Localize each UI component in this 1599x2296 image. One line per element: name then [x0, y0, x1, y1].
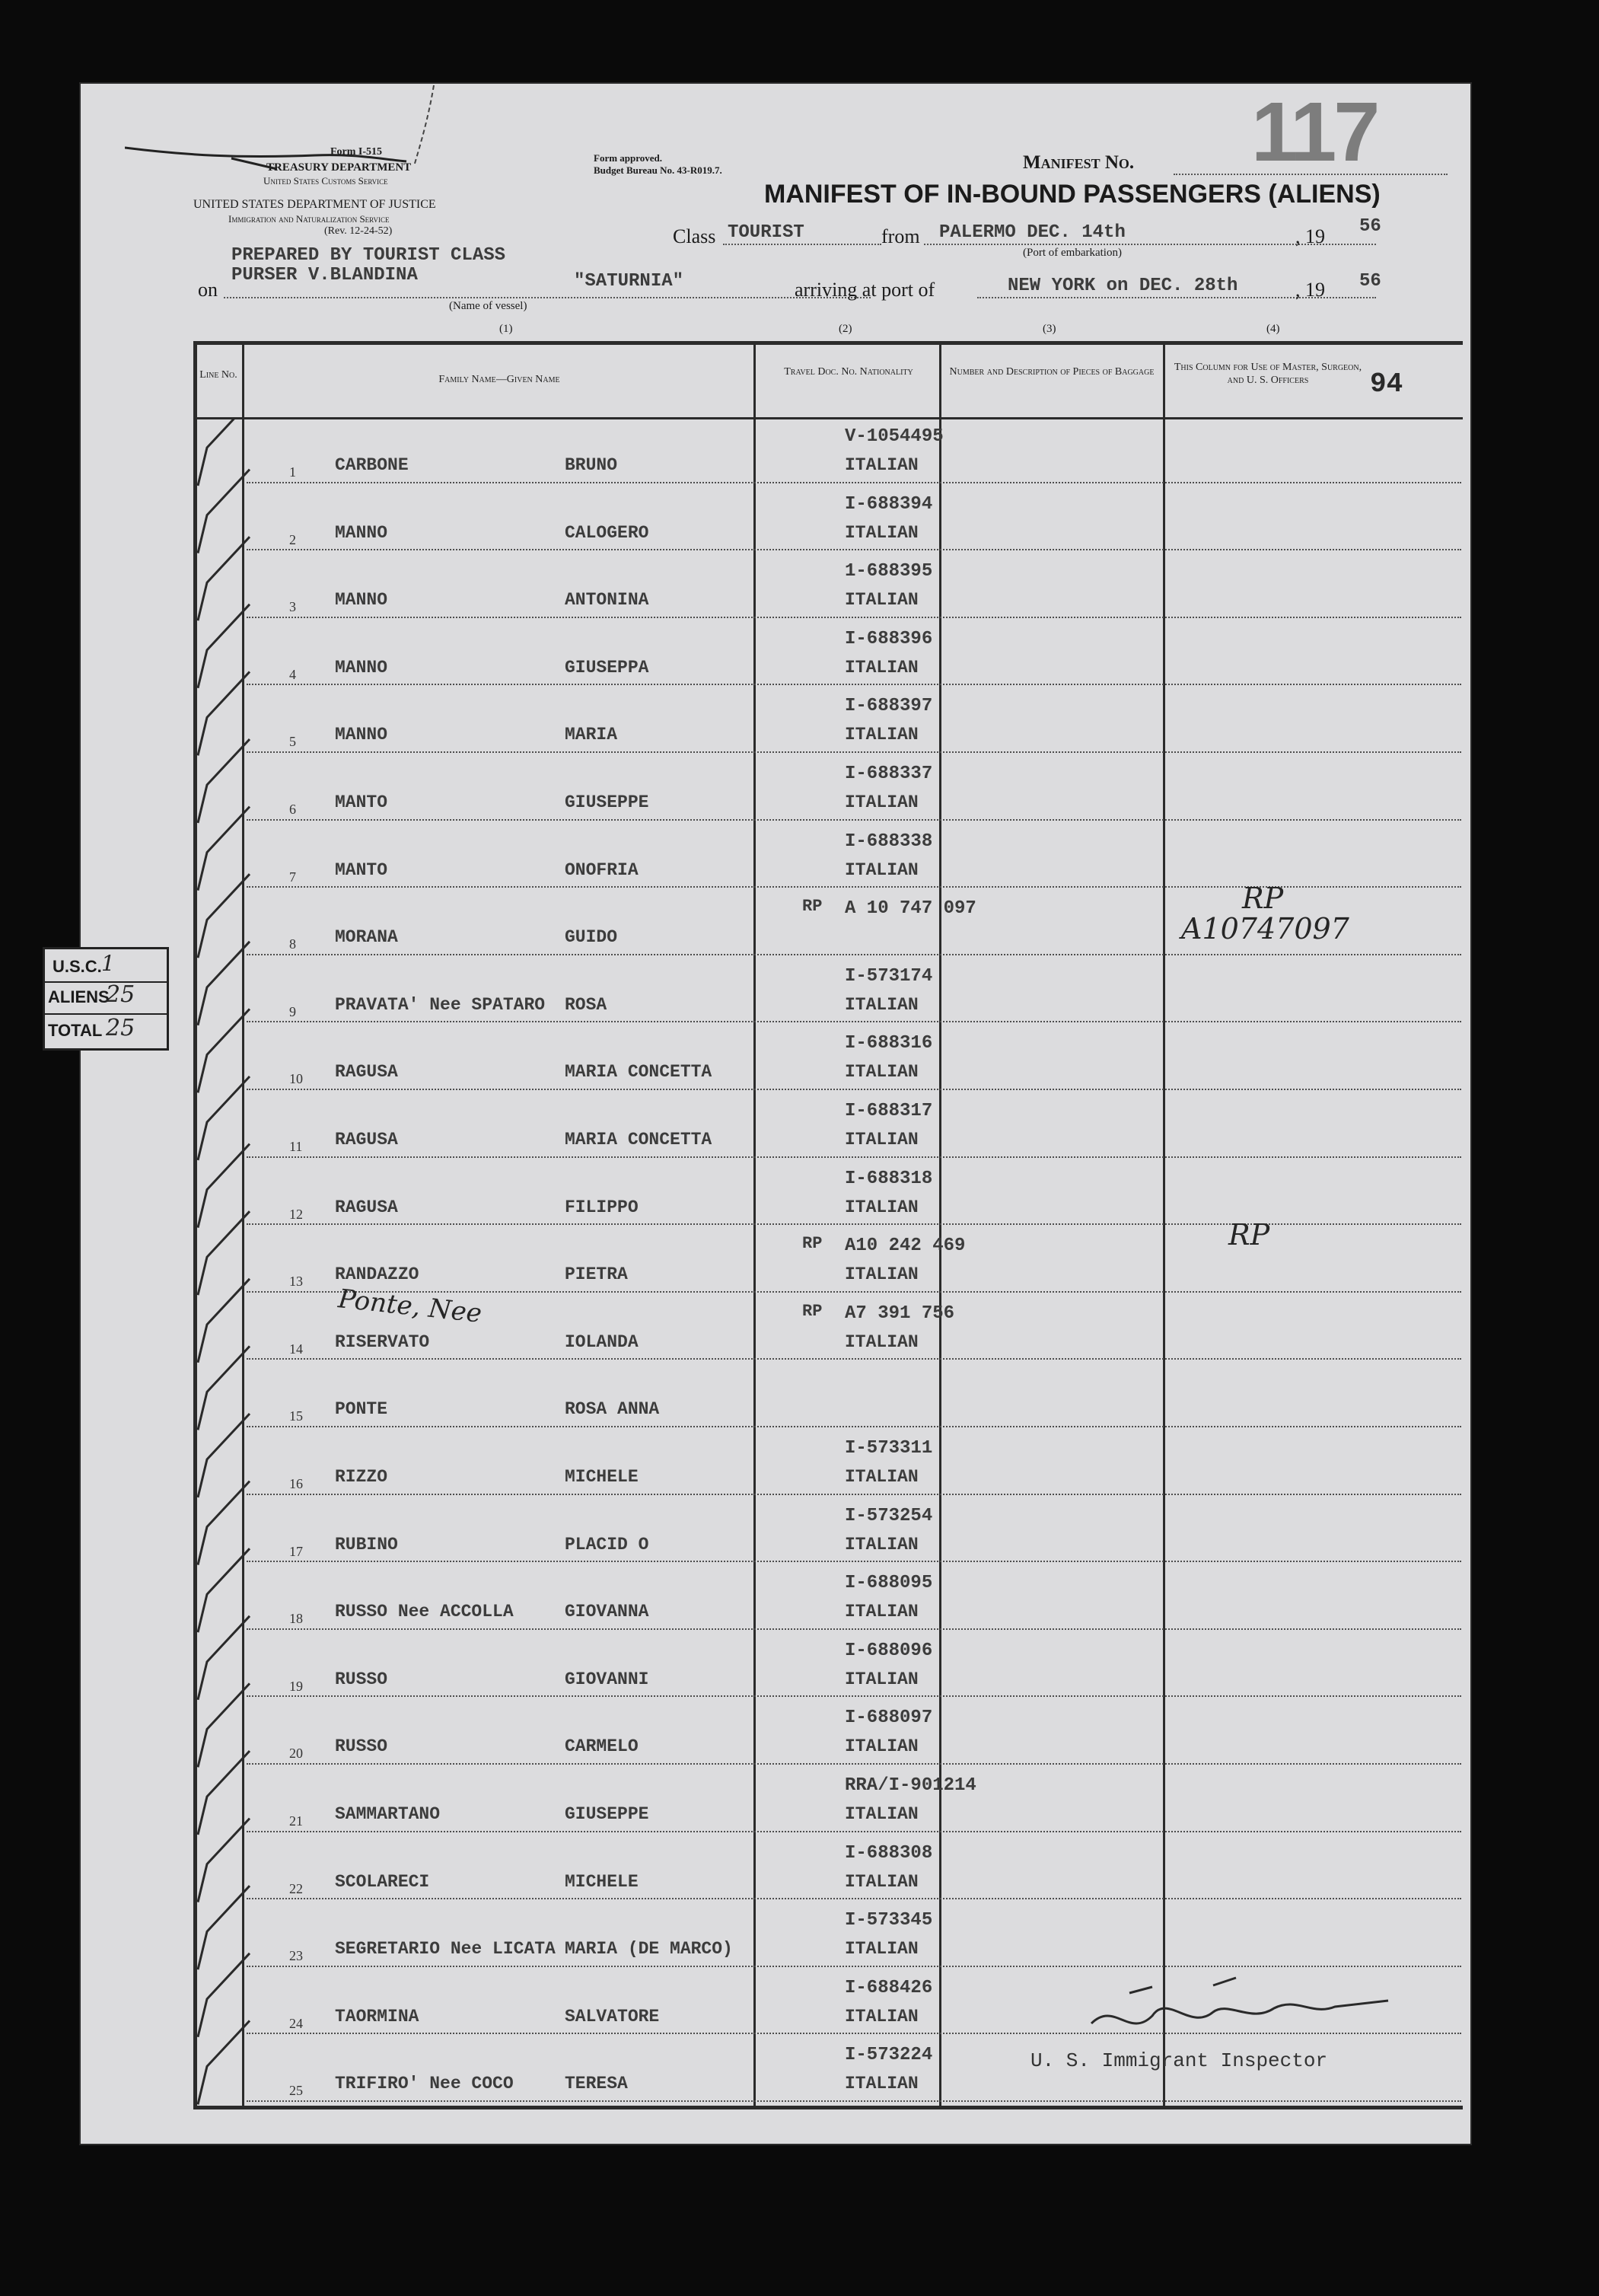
given-name: GIOVANNA: [565, 1602, 649, 1622]
check-stroke: [198, 1009, 250, 1092]
prepared-by: PREPARED BY TOURIST CLASS: [231, 245, 506, 266]
check-stroke: [198, 2020, 250, 2104]
check-stroke: [198, 671, 250, 755]
given-name: MICHELE: [565, 1467, 639, 1487]
check-stroke: [198, 874, 250, 958]
year-prefix-1: , 19: [1295, 225, 1325, 247]
usc-value: 1: [101, 951, 115, 976]
family-name: TRIFIRO' Nee COCO: [335, 2074, 514, 2094]
family-name: RIZZO: [335, 1467, 388, 1487]
row-rule: [247, 1089, 1461, 1090]
row-rule: [247, 751, 1461, 753]
travel-doc-number: I-688318: [845, 1168, 933, 1189]
row-rule: [247, 549, 1461, 550]
row-rule: [247, 1291, 1461, 1293]
line-number: 12: [289, 1206, 303, 1222]
check-stroke: [198, 1953, 250, 2037]
travel-doc-number: I-688337: [845, 764, 933, 784]
travel-doc-number: A7 391 756: [845, 1303, 955, 1324]
total-label: TOTAL: [48, 1021, 103, 1040]
col-header-officers: This Column for Use of Master, Surgeon, and U. S. Officers: [1174, 362, 1362, 386]
family-name: CARBONE: [335, 455, 409, 475]
family-name: MORANA: [335, 927, 398, 948]
line-number: 4: [289, 666, 296, 682]
purser: PURSER V.BLANDINA: [231, 265, 418, 285]
nationality: ITALIAN: [845, 1197, 919, 1217]
row-rule: [247, 482, 1461, 483]
travel-doc-number: I-688097: [845, 1708, 933, 1729]
check-stroke: [198, 1076, 250, 1160]
travel-doc-number: I-688396: [845, 628, 933, 649]
nationality: ITALIAN: [845, 455, 919, 475]
check-stroke: [198, 807, 250, 891]
rev-date: (Rev. 12-24-52): [324, 225, 393, 237]
family-name: MANTO: [335, 859, 388, 880]
year-prefix-2: , 19: [1295, 279, 1325, 301]
vessel-label: (Name of vessel): [449, 300, 527, 312]
col-num-4: (4): [1266, 323, 1280, 335]
col-header-baggage: Number and Description of Pieces of Baggage: [949, 366, 1155, 378]
family-name: RUSSO: [335, 1669, 388, 1689]
aliens-value: 25: [106, 981, 135, 1008]
check-stroke: [198, 1211, 250, 1295]
family-name: RUSSO Nee ACCOLLA: [335, 1602, 514, 1622]
given-name: BRUNO: [565, 455, 618, 475]
row-rule: [247, 1628, 1461, 1630]
given-name: ANTONINA: [565, 590, 649, 611]
nationality: ITALIAN: [845, 1871, 919, 1892]
given-name: SALVATORE: [565, 2006, 660, 2027]
table-bottom-rule: [193, 2106, 1463, 2109]
row-rule: [247, 1898, 1461, 1899]
nationality: ITALIAN: [845, 1602, 919, 1622]
travel-doc-number: I-573345: [845, 1910, 933, 1931]
form-number: Form I-515: [330, 146, 383, 158]
row13-rp-handwritten: RP: [1228, 1218, 1270, 1252]
family-name: PONTE: [335, 1399, 388, 1420]
given-name: MICHELE: [565, 1871, 639, 1892]
given-name: ROSA ANNA: [565, 1399, 660, 1420]
check-stroke: [198, 604, 250, 688]
family-name: SCOLARECI: [335, 1871, 430, 1892]
line-number: 17: [289, 1543, 303, 1559]
check-stroke: [198, 1144, 250, 1228]
nationality: ITALIAN: [845, 1736, 919, 1757]
nationality: ITALIAN: [845, 1264, 919, 1285]
table-header-rule: [193, 417, 1463, 419]
given-name: MARIA: [565, 725, 618, 745]
travel-doc-number: I-688338: [845, 831, 933, 852]
travel-doc-number: 1-688395: [845, 561, 933, 582]
form-approved: Form approved.: [594, 152, 663, 164]
travel-doc-number: I-688426: [845, 1977, 933, 1998]
line-number: 13: [289, 1274, 303, 1290]
vessel-name: "SATURNIA": [574, 271, 684, 292]
from-label: from: [881, 225, 920, 247]
travel-doc-number: I-688317: [845, 1101, 933, 1121]
given-name: GUIDO: [565, 927, 618, 948]
page-number: 94: [1370, 368, 1403, 400]
travel-doc-number: I-688394: [845, 493, 933, 515]
line-number: 24: [289, 2015, 303, 2031]
check-stroke: [198, 1751, 250, 1835]
travel-doc-number: I-573254: [845, 1505, 933, 1526]
check-stroke: [198, 1886, 250, 1969]
inspector-label: U. S. Immigrant Inspector: [1030, 2049, 1328, 2072]
ins-service: Immigration and Naturalization Service: [228, 213, 390, 225]
arrival-value: NEW YORK on DEC. 28th: [1008, 276, 1238, 296]
nationality: ITALIAN: [845, 1534, 919, 1555]
on-label: on: [198, 279, 218, 301]
family-name: MANNO: [335, 590, 388, 611]
col-header-line: Line No.: [199, 369, 237, 381]
rp-mark: RP: [802, 1301, 823, 1321]
row-rule: [247, 1494, 1461, 1495]
year-1: 56: [1359, 216, 1381, 237]
family-name: RAGUSA: [335, 1197, 398, 1217]
check-stroke: [198, 1346, 250, 1430]
row-rule: [247, 1966, 1461, 1967]
nationality: ITALIAN: [845, 590, 919, 611]
inspector-signature: [1069, 1970, 1403, 2046]
line-number: 14: [289, 1341, 303, 1357]
alien-count-box: [43, 947, 169, 1051]
family-name: RISERVATO: [335, 1331, 430, 1352]
line-number: 20: [289, 1746, 303, 1762]
given-name: ROSA: [565, 994, 607, 1015]
nationality: ITALIAN: [845, 2006, 919, 2027]
check-stroke: [198, 1819, 250, 1902]
row-rule: [247, 2100, 1461, 2102]
line-number: 10: [289, 1071, 303, 1087]
justice-dept: UNITED STATES DEPARTMENT OF JUSTICE: [193, 198, 436, 211]
row-rule: [247, 1223, 1461, 1225]
line-number: 8: [289, 936, 296, 952]
travel-doc-number: I-688096: [845, 1640, 933, 1661]
budget-bureau: Budget Bureau No. 43-R019.7.: [594, 164, 722, 176]
port-embark-label: (Port of embarkation): [1023, 247, 1122, 259]
travel-doc-number: RRA/I-901214: [845, 1775, 976, 1796]
row-rule: [247, 1156, 1461, 1158]
given-name: PIETRA: [565, 1264, 628, 1285]
nationality: ITALIAN: [845, 1130, 919, 1150]
col-num-2: (2): [839, 323, 852, 335]
family-name: SAMMARTANO: [335, 1804, 441, 1824]
total-value: 25: [106, 1015, 135, 1041]
travel-doc-number: A 10 747 097: [845, 898, 976, 920]
travel-doc-number: I-573311: [845, 1438, 933, 1459]
nationality: ITALIAN: [845, 792, 919, 812]
line-number: 23: [289, 1948, 303, 1964]
given-name: PLACID O: [565, 1534, 649, 1555]
line-number: 9: [289, 1003, 296, 1019]
line-number: 7: [289, 869, 296, 885]
line-number: 19: [289, 1678, 303, 1694]
travel-doc-number: I-573174: [845, 965, 933, 987]
row-rule: [247, 1021, 1461, 1022]
check-stroke: [198, 942, 250, 1025]
col-header-name: Family Name—Given Name: [438, 374, 560, 385]
treasury-dept: TREASURY DEPARTMENT: [266, 161, 412, 174]
check-stroke: [198, 1279, 250, 1363]
manifest-number-stamp: 117: [1251, 85, 1378, 179]
family-name: RANDAZZO: [335, 1264, 419, 1285]
line-number: 25: [289, 2083, 303, 2099]
col-num-1: (1): [499, 323, 513, 335]
given-name: TERESA: [565, 2074, 628, 2094]
rp-mark: RP: [802, 897, 823, 917]
check-stroke: [198, 417, 250, 486]
family-name: RAGUSA: [335, 1062, 398, 1083]
line-number: 15: [289, 1408, 303, 1424]
check-stroke: [198, 537, 250, 620]
family-name: PRAVATA' Nee SPATARO: [335, 994, 546, 1015]
given-name: GIUSEPPA: [565, 657, 649, 678]
family-name: SEGRETARIO Nee LICATA: [335, 1939, 556, 1960]
torn-corner-mark: [125, 82, 521, 174]
col-header-doc: Travel Doc. No. Nationality: [784, 366, 913, 378]
family-name: MANNO: [335, 657, 388, 678]
nationality: ITALIAN: [845, 725, 919, 745]
rp-mark: RP: [802, 1234, 823, 1254]
aliens-label: ALIENS: [48, 987, 110, 1006]
check-stroke: [198, 1548, 250, 1632]
check-stroke: [198, 1414, 250, 1497]
given-name: IOLANDA: [565, 1331, 639, 1352]
class-value: TOURIST: [728, 222, 804, 243]
given-name: MARIA CONCETTA: [565, 1062, 712, 1083]
row-rule: [247, 1426, 1461, 1427]
nationality: ITALIAN: [845, 1939, 919, 1960]
nationality: ITALIAN: [845, 2074, 919, 2094]
given-name: GIUSEPPE: [565, 1804, 649, 1824]
family-name: RUBINO: [335, 1534, 398, 1555]
check-marks: [193, 417, 254, 2107]
travel-doc-number: I-688316: [845, 1033, 933, 1054]
usc-label: U.S.C.: [53, 957, 102, 976]
row-rule: [247, 684, 1461, 685]
nationality: ITALIAN: [845, 657, 919, 678]
family-name: MANNO: [335, 725, 388, 745]
check-stroke: [198, 1616, 250, 1700]
year-2: 56: [1359, 271, 1381, 292]
row-rule: [247, 1763, 1461, 1765]
manifest-page: [48, 82, 1472, 2145]
row8-alien-number-handwritten: A10747097: [1181, 912, 1349, 946]
row-rule: [247, 1831, 1461, 1832]
row14-ponte-nee-handwritten: Ponte, Nee: [336, 1284, 483, 1329]
nationality: ITALIAN: [845, 1467, 919, 1487]
given-name: GIOVANNI: [565, 1669, 649, 1689]
nationality: ITALIAN: [845, 1804, 919, 1824]
travel-doc-number: A10 242 469: [845, 1236, 966, 1257]
given-name: CALOGERO: [565, 522, 649, 543]
check-stroke: [198, 470, 250, 553]
check-stroke: [198, 739, 250, 823]
travel-doc-number: I-573224: [845, 2045, 933, 2066]
arriving-label: arriving at port of: [795, 279, 935, 301]
travel-doc-number: I-688308: [845, 1842, 933, 1864]
line-number: 18: [289, 1611, 303, 1627]
family-name: RUSSO: [335, 1736, 388, 1757]
family-name: MANTO: [335, 792, 388, 812]
check-stroke: [198, 1683, 250, 1767]
line-number: 16: [289, 1476, 303, 1491]
given-name: CARMELO: [565, 1736, 639, 1757]
given-name: ONOFRIA: [565, 859, 639, 880]
from-value: PALERMO DEC. 14th: [939, 222, 1126, 243]
row-rule: [247, 819, 1461, 821]
line-number: 5: [289, 734, 296, 750]
line-number: 3: [289, 599, 296, 615]
nationality: ITALIAN: [845, 1331, 919, 1352]
customs-service: United States Customs Service: [263, 175, 388, 187]
nationality: ITALIAN: [845, 994, 919, 1015]
manifest-no-label: Manifest No.: [1023, 152, 1135, 173]
line-number: 1: [289, 464, 296, 480]
given-name: FILIPPO: [565, 1197, 639, 1217]
family-name: RAGUSA: [335, 1130, 398, 1150]
travel-doc-number: I-688397: [845, 696, 933, 717]
row-rule: [247, 954, 1461, 955]
line-number: 22: [289, 1880, 303, 1896]
given-name: MARIA CONCETTA: [565, 1130, 712, 1150]
row8-rp-handwritten: RP: [1242, 882, 1284, 915]
class-label: Class: [673, 225, 716, 247]
col-num-3: (3): [1043, 323, 1056, 335]
travel-doc-number: I-688095: [845, 1573, 933, 1594]
given-name: GIUSEPPE: [565, 792, 649, 812]
table-top-rule: [193, 341, 1463, 345]
row-rule: [247, 1695, 1461, 1697]
line-number: 11: [289, 1139, 303, 1154]
nationality: ITALIAN: [845, 1062, 919, 1083]
travel-doc-number: V-1054495: [845, 426, 944, 447]
given-name: MARIA (DE MARCO): [565, 1939, 733, 1960]
family-name: TAORMINA: [335, 2006, 419, 2027]
line-number: 21: [289, 1813, 303, 1829]
nationality: ITALIAN: [845, 1669, 919, 1689]
line-number: 2: [289, 531, 296, 547]
line-number: 6: [289, 802, 296, 817]
check-stroke: [198, 1481, 250, 1565]
row-rule: [247, 617, 1461, 618]
manifest-title: MANIFEST OF IN-BOUND PASSENGERS (ALIENS): [764, 180, 1381, 209]
family-name: MANNO: [335, 522, 388, 543]
nationality: ITALIAN: [845, 859, 919, 880]
row-rule: [247, 1358, 1461, 1360]
nationality: ITALIAN: [845, 522, 919, 543]
row-rule: [247, 1561, 1461, 1562]
